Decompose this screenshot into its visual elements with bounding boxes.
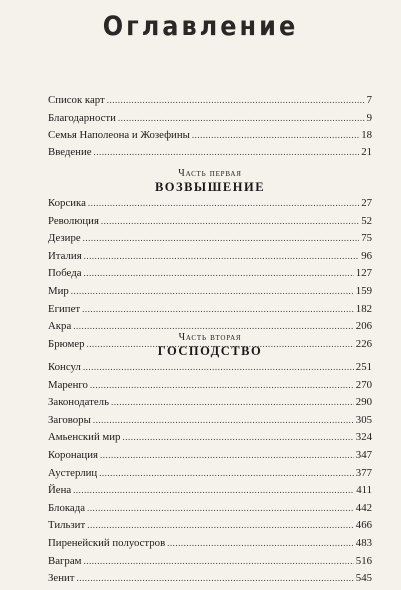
- toc-entry-page: 7: [366, 94, 372, 106]
- toc-entry-label: Акра: [48, 320, 72, 333]
- leader-dots: [83, 230, 360, 248]
- part-two-chapter-list: [48, 359, 372, 588]
- toc-entry-page: 466: [355, 519, 372, 532]
- toc-entry-page: 159: [355, 284, 372, 297]
- toc-entry[interactable]: [48, 553, 372, 571]
- toc-entry-introduction[interactable]: [48, 144, 372, 162]
- toc-entry[interactable]: [48, 377, 372, 395]
- toc-entry[interactable]: [48, 283, 372, 301]
- part-one-header: [48, 168, 372, 195]
- toc-entry[interactable]: [48, 394, 372, 412]
- leader-dots: [73, 482, 354, 500]
- toc-entry-page: 21: [361, 146, 372, 158]
- toc-entry-label: Тильзит: [48, 519, 86, 532]
- introduction-list: [48, 144, 372, 162]
- toc-entry-page: 377: [355, 466, 372, 479]
- front-matter-list: [48, 92, 372, 145]
- toc-entry-label: Амьенский мир: [48, 431, 121, 444]
- leader-dots: [82, 301, 354, 319]
- toc-entry-label: Введение: [48, 146, 92, 158]
- toc-entry-label: Блокада: [48, 501, 86, 514]
- toc-entry-page: 127: [355, 267, 372, 280]
- toc-entry[interactable]: [48, 482, 372, 500]
- leader-dots: [101, 213, 359, 231]
- toc-entry-page: 270: [355, 378, 372, 391]
- toc-entry[interactable]: [48, 92, 372, 110]
- part-two-header: [48, 332, 372, 359]
- toc-entry[interactable]: [48, 265, 372, 283]
- leader-dots: [76, 570, 353, 588]
- toc-entry[interactable]: [48, 359, 372, 377]
- toc-entry-page: 347: [355, 448, 372, 461]
- toc-entry-page: 251: [355, 361, 372, 373]
- toc-entry-page: 516: [355, 554, 372, 567]
- leader-dots: [111, 394, 354, 412]
- toc-entry-page: 483: [355, 536, 372, 549]
- part-label: Часть первая: [178, 168, 242, 179]
- toc-entry-label: Победа: [48, 267, 82, 280]
- leader-dots: [99, 465, 354, 483]
- toc-entry[interactable]: [48, 301, 372, 319]
- part-title: ГОСПОДСТВО: [157, 344, 263, 358]
- toc-entry-label: Пиренейский полуостров: [48, 536, 166, 549]
- toc-entry-label: Законодатель: [48, 396, 109, 409]
- leader-dots: [84, 248, 360, 266]
- toc-entry-page: 545: [355, 572, 372, 585]
- toc-entry-label: Дезире: [48, 232, 81, 245]
- toc-entry-label: Заговоры: [48, 413, 91, 426]
- toc-entry[interactable]: [48, 465, 372, 483]
- toc-entry-label: Коронация: [48, 448, 98, 461]
- toc-entry-label: Аустерлиц: [48, 466, 98, 479]
- toc-entry-page: 305: [355, 413, 372, 426]
- toc-entry[interactable]: [48, 110, 372, 128]
- toc-entry-label: Ваграм: [48, 554, 82, 567]
- toc-entry[interactable]: [48, 500, 372, 518]
- leader-dots: [122, 429, 353, 447]
- toc-entry[interactable]: [48, 195, 372, 213]
- part-title: ВОЗВЫШЕНИЕ: [154, 180, 266, 194]
- leader-dots: [192, 127, 359, 145]
- toc-entry-label: Список карт: [48, 94, 105, 106]
- toc-entry-page: 9: [366, 111, 372, 124]
- toc-entry[interactable]: [48, 230, 372, 248]
- leader-dots: [83, 553, 353, 571]
- toc-entry[interactable]: [48, 517, 372, 535]
- toc-entry[interactable]: [48, 570, 372, 588]
- part-one-chapter-list: [48, 195, 372, 353]
- toc-entry-page: 96: [361, 249, 372, 262]
- toc-entry-page: 324: [355, 431, 372, 444]
- toc-entry-page: 206: [355, 320, 372, 333]
- toc-entry-label: Зенит: [48, 572, 75, 585]
- leader-dots: [71, 283, 354, 301]
- toc-entry[interactable]: [48, 412, 372, 430]
- toc-entry[interactable]: [48, 248, 372, 266]
- toc-entry-label: Благодарности: [48, 111, 116, 124]
- toc-entry-page: 411: [356, 484, 372, 497]
- toc-entry-label: Консул: [48, 361, 81, 373]
- leader-dots: [87, 517, 354, 535]
- leader-dots: [100, 447, 354, 465]
- toc-entry[interactable]: [48, 213, 372, 231]
- toc-entry[interactable]: [48, 429, 372, 447]
- toc-entry-label: Революция: [48, 214, 99, 227]
- toc-entry-page: 442: [355, 501, 372, 514]
- toc-entry-label: Италия: [48, 249, 82, 262]
- leader-dots: [118, 110, 365, 128]
- toc-entry[interactable]: [48, 535, 372, 553]
- leader-dots: [83, 359, 354, 377]
- leader-dots: [94, 144, 360, 162]
- toc-entry-page: 18: [361, 129, 372, 142]
- leader-dots: [93, 412, 354, 430]
- leader-dots: [87, 500, 354, 518]
- toc-entry-page: 27: [361, 197, 372, 209]
- toc-entry-page: 52: [361, 214, 372, 227]
- toc-entry[interactable]: [48, 447, 372, 465]
- leader-dots: [107, 92, 365, 110]
- toc-entry-label: Брюмер: [48, 337, 85, 350]
- toc-entry-page: 75: [361, 232, 372, 245]
- toc-entry-label: Йена: [48, 484, 72, 497]
- toc-entry-label: Мир: [48, 284, 69, 297]
- leader-dots: [88, 195, 359, 213]
- toc-entry-label: Маренго: [48, 378, 88, 391]
- toc-entry-page: 182: [355, 302, 372, 315]
- part-label: Часть вторая: [178, 332, 242, 343]
- toc-entry[interactable]: [48, 127, 372, 145]
- toc-entry-label: Семья Наполеона и Жозефины: [48, 129, 190, 142]
- toc-entry-page: 226: [355, 337, 372, 350]
- leader-dots: [83, 265, 353, 283]
- toc-entry-label: Корсика: [48, 197, 86, 209]
- toc-entry-label: Египет: [48, 302, 81, 315]
- page-title: Оглавление: [102, 10, 299, 42]
- leader-dots: [90, 377, 354, 395]
- toc-entry-page: 290: [355, 396, 372, 409]
- leader-dots: [167, 535, 354, 553]
